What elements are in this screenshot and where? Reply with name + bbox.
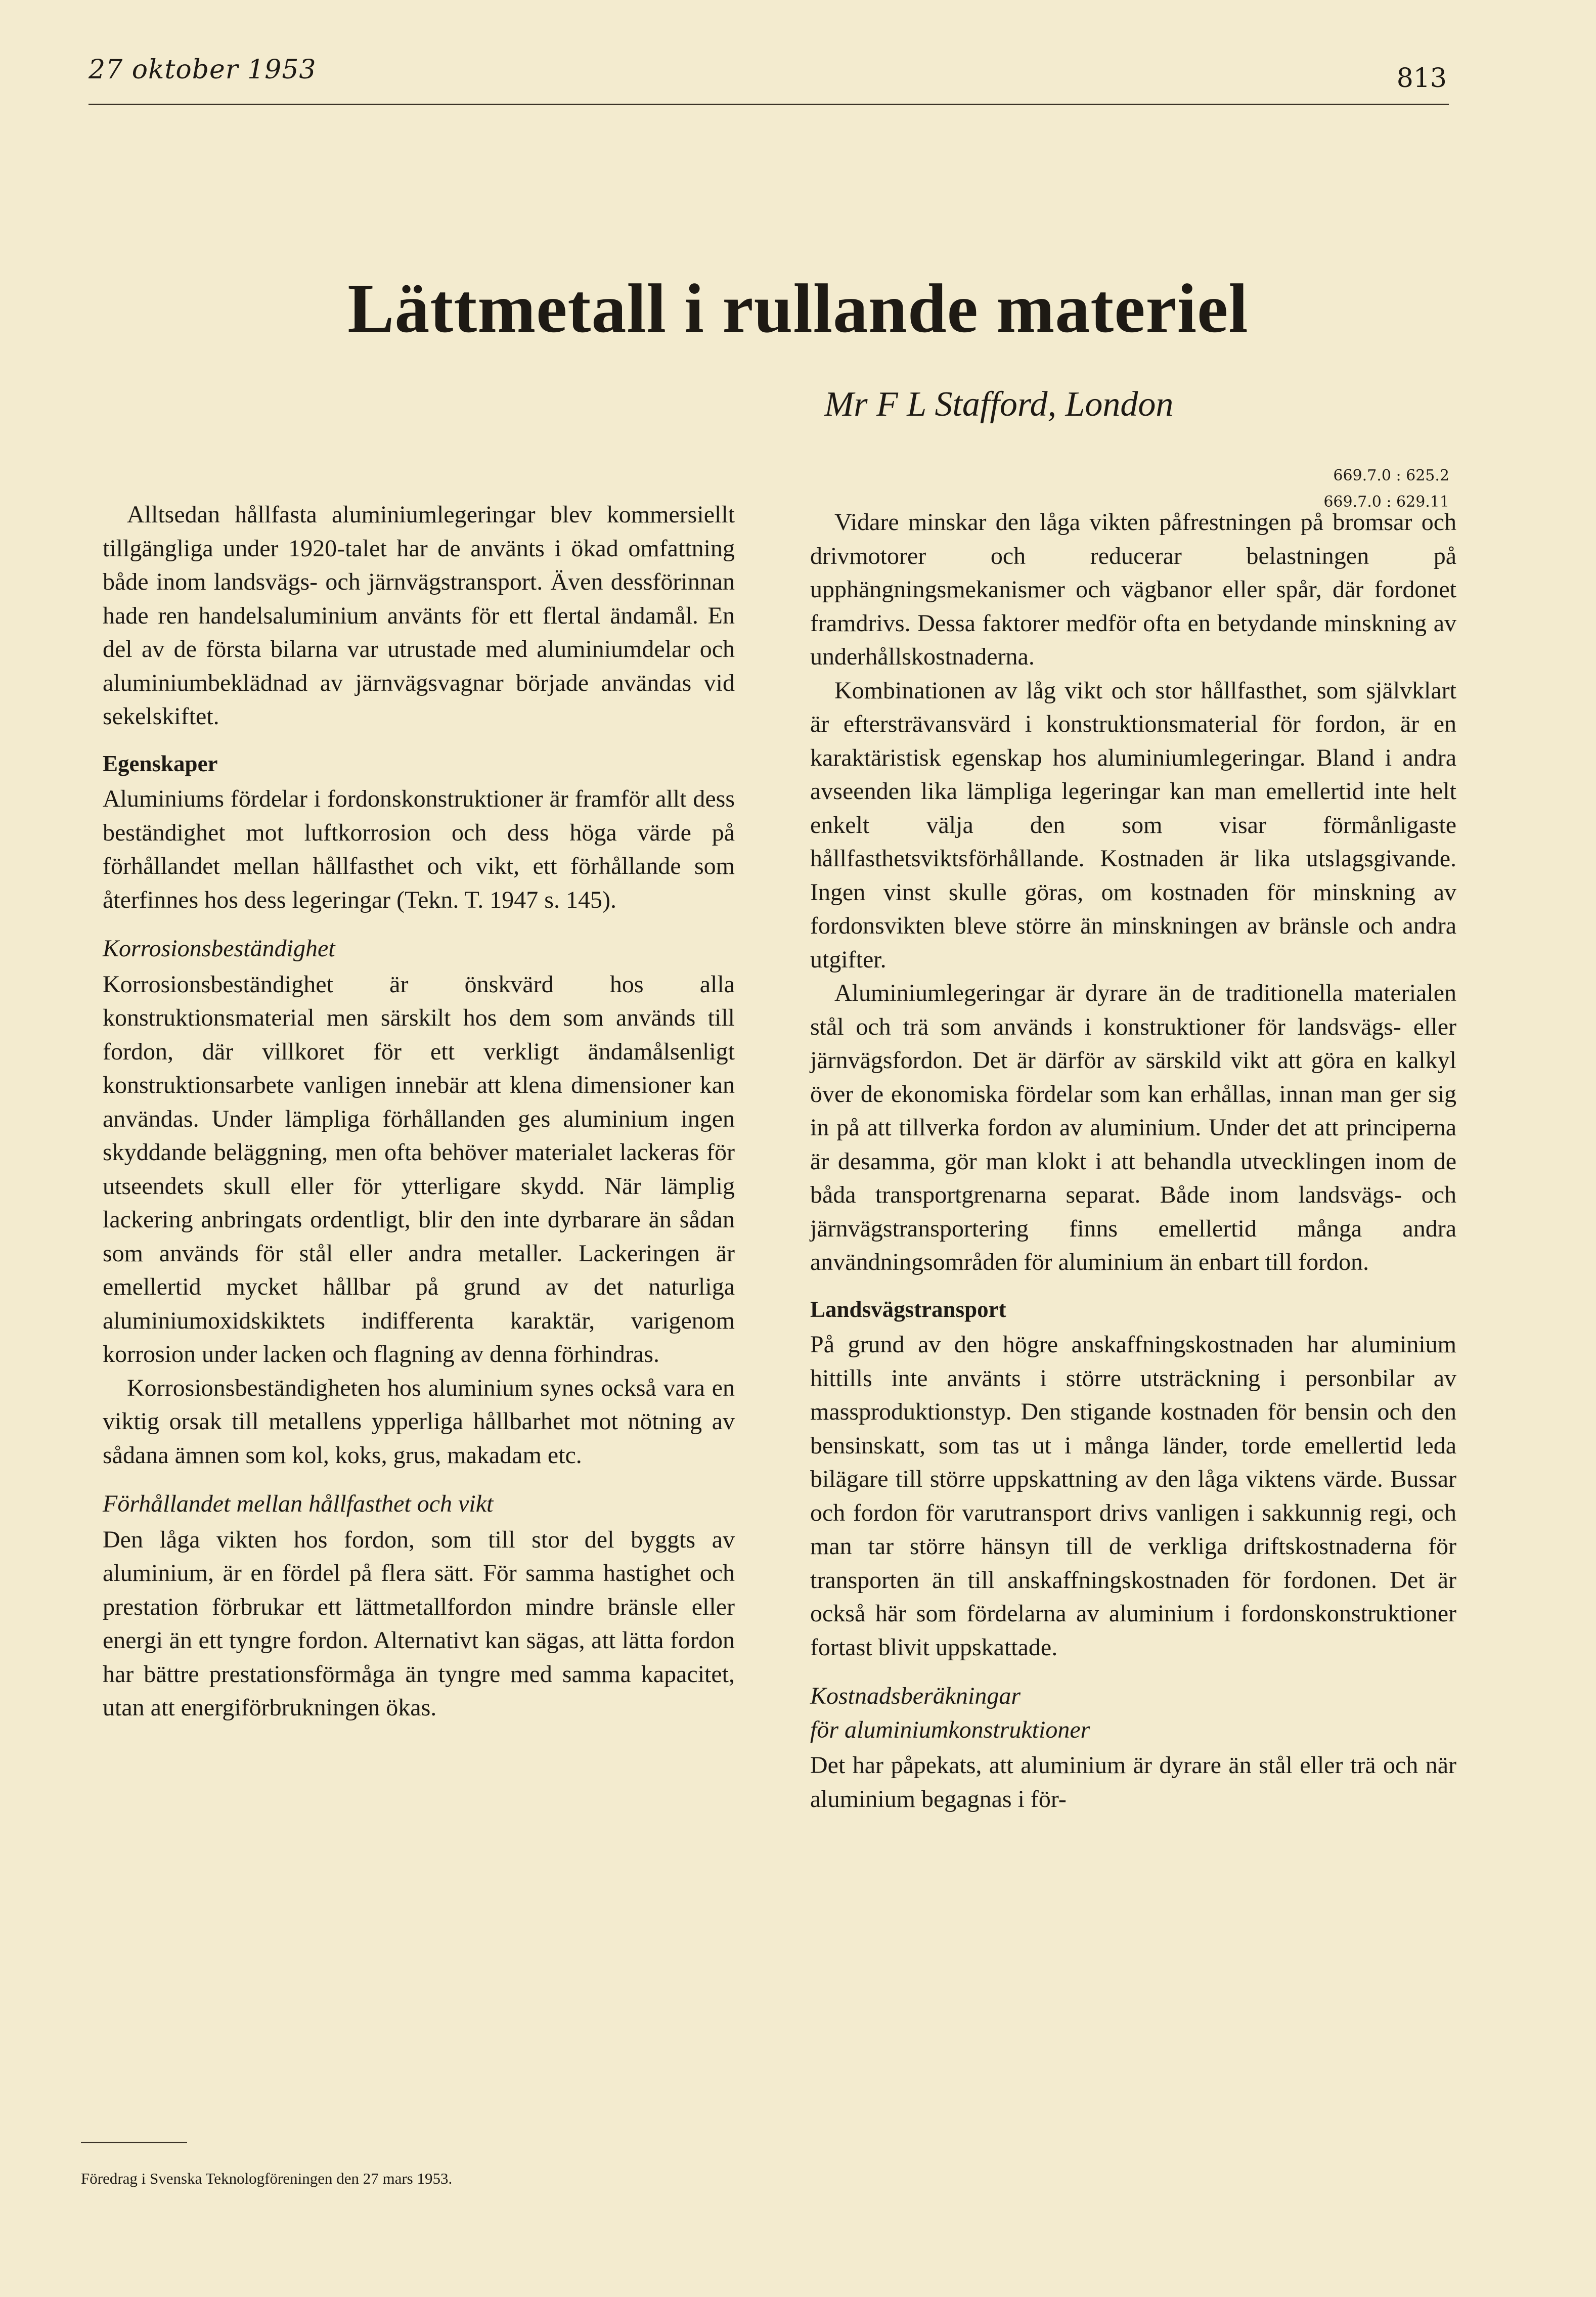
paragraph: Det har påpekats, att aluminium är dyrare än stål eller trä och när aluminium begagnas i för- xyxy=(810,1752,1456,1813)
footnote-rule xyxy=(81,2142,187,2143)
left-column xyxy=(103,498,735,1725)
header-rule xyxy=(88,104,1449,105)
paragraph: Den låga vikten hos fordon, som till stor del byggts av aluminium, är en fördel på flera sätt. För samma hastighet och prestation förbrukar ett lättmetallfordon mindre bränsle eller energi än ett tyngre fordon. Alternativt kan sägas, att lätta fordon har bättre prestationsförmåga än tyngre med samma kapacitet, utan att energiförbrukningen ökas. xyxy=(103,1526,735,1721)
section-heading-landsvag: Landsvägstransport xyxy=(810,1296,1006,1322)
paragraph: Kombinationen av låg vikt och stor hållfasthet, som självklart är eftersträvansvärd i konstruktionsmaterial för fordon, är en karaktäristisk egenskap hos aluminiumlegeringar. Bland i andra avseenden lika lämpliga legeringar kan man emellertid inte helt enkelt välja den som visar förmånligaste hållfasthetsviktsförhållande. Kostnaden är lika utslagsgivande. Ingen vinst skulle göras, om kostnaden för minskning av fordonsvikten bleve större än minskningen av bränsle och andra utgifter. xyxy=(810,677,1456,973)
paragraph: Aluminiumlegeringar är dyrare än de traditionella materialen stål och trä som används i konstruktioner för landsvägs- eller järnvägsfordon. Det är därför av särskild vikt att göra en kalkyl över de ekonomiska fördelar som kan erhållas, innan man ger sig in på att tillverka fordon av aluminium. Under det att principerna är desamma, gör man klokt i att behandla utvecklingen inom de båda transportgrenarna separat. Både inom landsvägs- och järnvägstransportering finns emellertid många andra användningsområden för aluminium än enbart till fordon. xyxy=(810,980,1456,1275)
subsection-heading-forhallandet: Förhållandet mellan hållfasthet och vikt xyxy=(103,1490,494,1517)
paragraph: På grund av den högre anskaffningskostnaden har aluminium hittills inte använts i större utsträckning i personbilar av massproduktionstyp. Den stigande kostnaden för bensin och den bensinskatt, som tas ut i många länder, torde emellertid leda bilägare till större uppskattning av den låga viktens värde. Bussar och fordon för varutransport drivs vanligen i sakkunnig regi, och man tar större hänsyn till de verkliga driftskostnaderna för transporten än till anskaffningskostnaden för fordonen. Det är också här som fördelarna av aluminium i fordonskonstruktioner fortast blivit uppskattade. xyxy=(810,1331,1456,1661)
paragraph: Aluminiums fördelar i fordonskonstruktioner är framför allt dess beständighet mot luftkorrosion och dess höga värde på förhållandet mellan hållfasthet och vikt, ett förhållande som återfinnes hos dess legeringar (Tekn. T. 1947 s. 145). xyxy=(103,785,735,913)
udc-code: 669.7.0 : 625.2 xyxy=(1333,467,1449,484)
footnote: Föredrag i Svenska Teknologföreningen den 27 mars 1953. xyxy=(81,2170,453,2187)
author-line: Mr F L Stafford, London xyxy=(824,385,1174,424)
udc-code: 669.7.0 : 629.11 xyxy=(1323,493,1449,511)
header-date: 27 oktober 1953 xyxy=(88,55,317,85)
paragraph: Korrosionsbeständighet är önskvärd hos alla konstruktionsmaterial men särskilt hos dem som används till fordon, där villkoret för ett verkligt ändamålsenligt konstruktionsarbete vanligen innebär att klena dimensioner kan användas. Under lämpliga förhållanden ges aluminium ingen skyddande beläggning, men ofta behöver materialet lackeras för utseendets skull eller för ytterligare skydd. När lämplig lackering anbringats ordentligt, blir den inte dyrbarare än sådan som används för stål eller andra metaller. Lackeringen är emellertid mycket hållbar på grund av det naturliga aluminiumoxidskiktets indifferenta karaktär, varigenom korrosion under lacken och flagning av denna förhindras. xyxy=(103,970,735,1367)
subsection-heading-kostnad-2: för aluminiumkonstruktioner xyxy=(810,1716,1090,1743)
intro-paragraph: Alltsedan hållfasta aluminiumlegeringar blev kommersiellt tillgängliga under 1920-talet har de använts i ökad omfattning både inom landsvägs- och järnvägstransport. Även dessförinnan hade ren handelsaluminium använts för ett flertal ändamål. En del av de första bilarna var utrustade med aluminiumdelar och aluminiumbeklädnad av järnvägsvagnar började användas vid sekelskiftet. xyxy=(103,501,735,730)
subsection-heading-kostnad: Kostnadsberäkningar xyxy=(810,1683,1021,1709)
paragraph: Korrosionsbeständigheten hos aluminium synes också vara en viktig orsak till metallens ypperliga hållbarhet mot nötning av sådana ämnen som kol, koks, grus, makadam etc. xyxy=(103,1374,735,1469)
subsection-heading-korrosion: Korrosionsbeständighet xyxy=(103,935,335,962)
article-title: Lättmetall i rullande materiel xyxy=(347,270,1249,347)
right-column xyxy=(810,506,1456,1816)
section-heading-egenskaper: Egenskaper xyxy=(103,750,218,776)
paragraph: Vidare minskar den låga vikten påfrestningen på bromsar och drivmotorer och reducerar belastningen på upphängningsmekanismer och vägbanor eller spår, där fordonet framdrivs. Dessa faktorer medför ofta en betydande minskning av underhållskostnaderna. xyxy=(810,509,1456,670)
page-number: 813 xyxy=(1396,63,1447,94)
